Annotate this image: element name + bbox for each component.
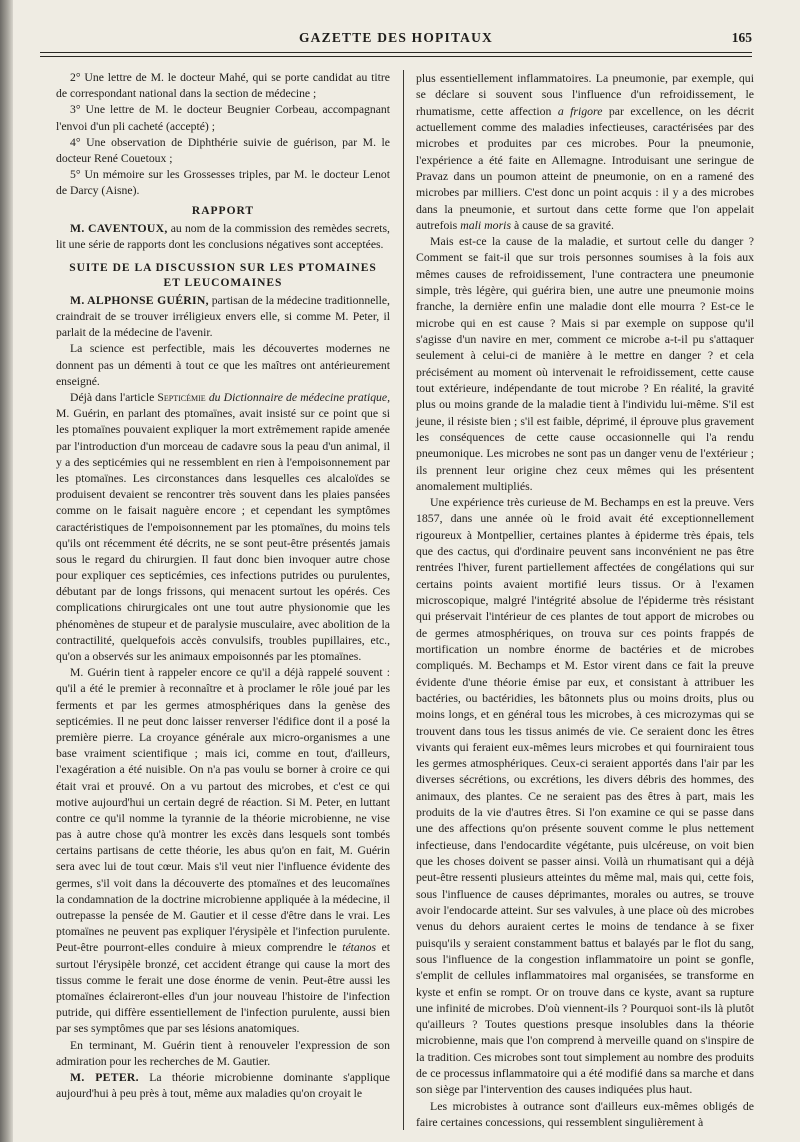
right-column — [416, 70, 754, 1130]
text-run: mali moris — [460, 217, 512, 232]
peter-paragraph — [56, 1070, 390, 1102]
heading-line: SUITE DE LA DISCUSSION SUR LES PTOMAINES — [69, 261, 377, 274]
correspondence-list — [56, 70, 390, 200]
list-item: 4° Une observation de Diphthérie suivie de guérison, par M. le docteur René Couetoux ; — [56, 135, 390, 165]
paragraph — [56, 665, 390, 1037]
heading-line: ET LEUCOMAINES — [163, 276, 283, 289]
list-item: 3° Une lettre de M. le docteur Beugnier Corbeau, accompagnant l'envoi d'un pli cacheté (accepté) ; — [56, 103, 390, 133]
journal-title: GAZETTE DES HOPITAUX — [298, 30, 494, 45]
page-header — [40, 28, 752, 48]
text-run: a frigore — [557, 103, 603, 118]
page-binding-edge — [0, 0, 13, 1142]
paragraph — [56, 390, 390, 665]
paragraph-text: partisan de la médecine traditionnelle, craindrait de se trouver irréligieux envers elle, si comme M. Peter, il parlait de la médecine de l'avenir. — [56, 293, 390, 340]
paragraph: En terminant, M. Guérin tient à renouveler l'expression de son admiration pour les recherches de M. Gautier. — [56, 1038, 390, 1068]
speaker-name: M. CAVENTOUX, — [70, 221, 168, 235]
speaker-name: M. PETER. — [70, 1070, 139, 1084]
page-number: 165 — [731, 30, 752, 45]
column-divider — [403, 70, 404, 1130]
speaker-name: M. ALPHONSE GUÉRIN, — [70, 293, 209, 307]
header-rule-top — [40, 52, 752, 53]
text-run: Déjà dans l'article — [70, 391, 158, 404]
paragraph: La science est perfectible, mais les découvertes modernes ne donnent pas un démenti à tout ce que les maîtres ont antérieurement enseigné. — [56, 342, 390, 388]
text-run: à cause de sa gravité. — [511, 217, 614, 232]
paragraph: Mais est-ce la cause de la maladie, et surtout celle du danger ? Comment se fait-il que sur trois personnes soumises à la fois aux mêmes causes de refroidissement, l'une contractera une pneumonie simple, très légère, qui guérira bien, une autre une pneumonie moins franche, la dernière enfin une maladie dont elle mourra ? Est-ce le microbe qui en est cause ? Mais si par exemple on suppose qu'il s'agisse d'un navire en mer, comment ce microbe a-t-il pu s'attaquer seulement à celui-ci de manière à le mettre en danger ? et cela précisément au moment où intervenait le refroidissement, cette cause tout extérieure, indépendante de tout microbe ? En réalité, la gravité plus ou moins grande de la maladie tient à l'individu lui-même. S'il est jeune, il résiste bien ; s'il est faible, déprimé, il éprouve plus gravement les conséquences de cette cause occasionnelle qui l'a rendu pneumonique. Les microbes ne sont pas un danger venu de l'extérieur ; ils prennent leur origine chez ceux mêmes qui les présentent anomalement multipliés. — [416, 234, 754, 493]
left-column — [56, 70, 390, 1102]
text-run: et surtout l'érysipèle bronzé, cet accident étrange qui cause la mort des tissus comme le ferait une dose énorme de venin. Peut-être aussi les ptomaïnes éclaireront-elles d'un jour nouveau l'histoire de l'infection putride, qui diffère essentiellement de l'infection purulente, aussi bien par ses symptômes que par ses lésions anatomiques. — [56, 941, 390, 1036]
header-rule-bottom — [40, 56, 752, 57]
text-run: M. Guérin, en parlant des ptomaïnes, avait insisté sur ce point que si les ptomaïnes pouvaient expliquer la mort extrêmement rapide amenée par l'introduction d'un morceau de cadavre sous la peau d'un animal, il y a des septicémies qui ne ressemblent en rien à l'empoisonnement par les ptomaïnes. Les circonstances dans lesquelles ces alcaloïdes se produisent devaient se rencontrer très souvent dans les plaies pansées comme on le faisait naguère encore ; et cependant les symptômes caractéristiques de l'empoisonnement par les ptomaïnes, du moins tels qu'ils ont récemment été décrits, ne se sont peut-être présentés jamais sous le regard du chirurgien. Il faut donc bien invoquer autre chose pour expliquer ces septicémies, ces infections putrides ou purulentes, débutant par de longs frissons, qui menacent surtout les opérés. Ces complications chirurgicales ont une tout autre physionomie que les phénomènes de stupeur et de paralysie musculaire, avec abolition de la contractilité, quelquefois accès convulsifs, troubles pupillaires, etc., qu'on a observés sur les animaux empoisonnés par les ptomaïnes. — [56, 407, 390, 663]
text-run: Septicémie — [157, 391, 206, 404]
paragraph-text: au nom de la commission des remèdes secrets, lit une série de rapports dont les conclusions négatives sont acceptées. — [56, 221, 390, 251]
paragraph: Une expérience très curieuse de M. Bechamps en est la preuve. Vers 1857, dans une année où le froid avait été exceptionnellement rigoureux à Montpellier, certaines plantes à épiderme très épais, tels que des cactus, qui d'ordinaire peuvent sans inconvénient ne pas être rentrées l'hiver, furent partiellement affectées de congélations qui sur certains points avaient mortifié leurs tissus. Or à l'examen microscopique, malgré l'intégrité absolue de l'épiderme très résistant qui préservait l'intérieur de ces plantes de tout apport de microbes ou de germes atmosphériques, on trouva sur ces points frappés de mortification un nombre énorme de bactéries et de microbes compliqués. M. Bechamps et M. Estor virent dans ce fait la preuve évidente d'une théorie émise par eux, et consistant à attribuer les bactéries, ou bactéridies, les bâtonnets plus ou moins droits, plus ou moins longs, et en général tous les microbes, à ces microzymas qui se trouvent dans tous les tissus animés de vie. Ce seraient donc les êtres vivants qui feraient eux-mêmes leurs microbes et qui fourniraient tous les germes atmosphériques. Ceux-ci seraient apportés dans l'air par les diverses sécrétions, ou excrétions, les divers débris des hommes, des animaux, des plantes. Ce ne seraient pas des êtres à part, mais les produits de la vie d'autres êtres. Si l'on examine ce qui se passe dans une des affections qu'on présente souvent comme le plus nettement infectieuse, dans l'endocardite végétante, puis ulcéreuse, on voit bien que les choses doivent se passer ainsi. Voilà un rhumatisant qui a déjà peut-être ressenti plusieurs atteintes du même mal, mais qui, cette fois, sous l'influence de causes déprimantes, morales ou autres, se trouve avoir l'endocarde atteint. Sur ses valvules, à une place où des microbes venus du dehors auraient certes le moins de tendance à se fixer puisqu'ils y seraient constamment battus et balayés par le flot du sang, sous l'influence de la congestion inflammatoire un point se gonfle, s'emplit de cellules inflammatoires mal organisées, se transforme en kyste et enfin se rompt. Or on trouve dans ce kyste, avant sa rupture une infinité de microbes. D'où viennent-ils ? Pourquoi sont-ils là plutôt qu'ailleurs ? Toutes questions presque insolubles dans la théorie microbienne, mais que l'on comprend à merveille quand on s'inspire de la tradition. Ces microbes sont tout simplement au nombre des produits de ce processus inflammatoire qui a été modifié dans sa marche et dans son siège par l'intervention des causes indiquées plus haut. — [416, 495, 754, 1097]
text-run: du Dictionnaire de médecine pratique, — [205, 391, 390, 404]
text-run: M. Guérin tient à rappeler encore ce qu'il a déjà rappelé souvent : qu'il a été le premier à reconnaître et à proclamer le rôle joué par les ferments et par les germes atmosphériques dans la genèse des septicémies. Il ne peut donc laisser renverser l'édifice dont il a posé la première pierre. La croyance générale aux micro-organismes a une base vraiment scientifique ; mais ici, comme en tout, d'ailleurs, l'exagération a été nuisible. On n'a pas voulu se borner à croire ce qui était vrai et prouvé. On a vu partout des microbes, et c'est ce qui motive aujourd'hui un certain degré de réaction. Si M. Peter, en luttant contre ce qu'il nomme la tyrannie de la théorie microbienne, ne vise pas à autre chose qu'à montrer les excès dans lesquels sont tombés certains partisans de cette théorie, les abus qu'on en fait, M. Guérin sera avec lui de tout cœur. Mais s'il veut nier l'influence évidente des germes, s'il voit dans la découverte des ptomaïnes et des leucomaïnes la condamnation de la doctrine microbienne appliquée à la médecine, il outrepasse la pensée de M. Gautier et il cesse d'être dans le vrai. Les ptomaïnes ne peuvent pas expliquer l'érysipèle et l'infection purulente. Peut-être pourront-elles conduire à mieux comprendre le — [56, 666, 390, 955]
guerin-paragraph — [56, 293, 390, 342]
list-item: 5° Un mémoire sur les Grossesses triples, par M. le docteur Lenot de Darcy (Aisne). — [56, 168, 390, 198]
text-run: tétanos — [342, 941, 376, 955]
paragraph-text: La théorie microbienne dominante s'applique aujourd'hui à peu près à tout, même aux maladies qu'on croyait le — [56, 1070, 390, 1101]
section-heading-suite — [56, 261, 390, 291]
section-heading-rapport: RAPPORT — [191, 204, 255, 217]
text-run: plus essentiellement inflammatoires. La pneumonie, par exemple, qui se déclare si souvent sous l'influence d'un refroidissement, le rhumatisme, cette affection — [416, 71, 754, 118]
list-item: 2° Une lettre de M. le docteur Mahé, qui se porte candidat au titre de correspondant national dans la section de médecine ; — [56, 71, 390, 101]
rapport-paragraph — [56, 221, 390, 253]
paragraph: Les microbistes à outrance sont d'ailleurs eux-mêmes obligés de faire certaines concessions, qui ressemblent singulièrement à — [416, 1098, 754, 1129]
paragraph — [416, 70, 754, 233]
text-run: par excellence, on les décrit actuellement comme des maladies infectieuses, caractérisées par des microbes et produites par ces microbes. Pour la pneumonie, l'expérience a été faite en Allemagne. Introduisant une seringue de Pravaz dans un poumon atteint de pneumonie, on en a ramené des microbes par milliers. C'est donc un point acquis : il y a des microbes dans la pneumonie, et surtout dans cette forme que l'on appelait autrefois — [416, 103, 754, 232]
